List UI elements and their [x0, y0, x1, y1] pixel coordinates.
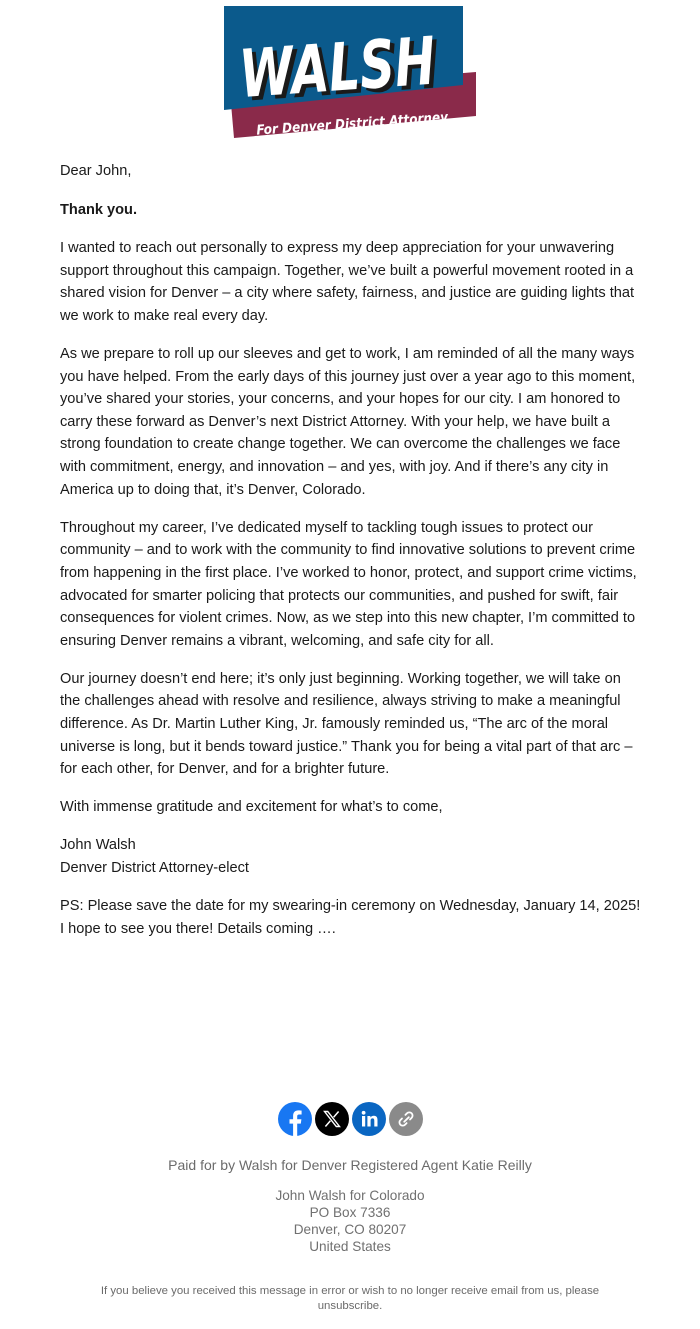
paragraph-journey: Our journey doesn’t end here; it’s only just beginning. Working together, we will take on the challenges ahead with resolve and resilience, always striving to make a meaningful difference. As Dr. Martin Luther King, Jr. famously reminded us, “The arc of the moral universe is long, but it bends toward justice.” Thank you for being a vital part of that arc – for each other, for Denver, and for a brighter future. — [60, 670, 633, 778]
paragraph-ways-helped: As we prepare to roll up our sleeves and get to work, I am reminded of all the many ways you have helped. From the early days of this journey just over a year ago to this moment, you’ve shared your stories, your concerns, and your hopes for our city. I am honored to carry these forward as Denver’s next District Attorney. With your help, we have built a strong foundation to create change together. We can overcome the challenges we face with commitment, energy, and innovation – and yes, with joy. And if there’s any city in America up to doing that, it’s Denver, Colorado. — [60, 346, 636, 498]
facebook-icon[interactable] — [278, 1102, 312, 1136]
logo-tagline: For Denver District Attorney — [255, 107, 472, 139]
closing-line: With immense gratitude and excitement for what’s to come, — [60, 799, 443, 816]
signature-name: John Walsh — [60, 837, 136, 854]
greeting: Dear John, — [60, 163, 132, 179]
address-country: United States — [309, 1239, 391, 1254]
x-icon[interactable] — [315, 1102, 349, 1136]
paragraph-career: Throughout my career, I’ve dedicated myself to tackling tough issues to protect our community – and to work with the community to find innovative solutions to prevent crime from happening in the first place. I’ve worked to honor, protect, and support crime victims, advocated for smarter policing that protects our communities, and pushed for swift, fair consequences for violent crimes. Now, as we step into this new chapter, I’m committed to ensuring Denver remains a vibrant, welcoming, and safe city for all. — [60, 519, 637, 649]
signature — [60, 834, 642, 879]
thank-you-heading: Thank you. — [60, 201, 138, 218]
mailing-address — [0, 1187, 700, 1255]
unsubscribe-link[interactable]: unsubscribe. — [317, 1300, 383, 1312]
social-links — [0, 1102, 700, 1136]
walsh-logo-graphic — [222, 6, 478, 140]
paid-for-disclaimer: Paid for by Walsh for Denver Registered Agent Katie Reilly — [168, 1157, 532, 1173]
signature-title: Denver District Attorney-elect — [60, 859, 249, 876]
unsubscribe-text: If you believe you received this message in error or wish to no longer receive email from us, please — [100, 1285, 600, 1297]
link-icon[interactable] — [389, 1102, 423, 1136]
letter-body — [60, 160, 642, 956]
address-box: PO Box 7336 — [309, 1205, 391, 1220]
logo-name-shadow: WALSH — [241, 21, 478, 117]
campaign-logo — [222, 6, 478, 140]
paragraph-appreciation: I wanted to reach out personally to express my deep appreciation for your unwavering support throughout this campaign. Together, we’ve built a powerful movement rooted in a shared vision for Denver – a city where safety, fairness, and justice are guiding lights that we work to make real every day. — [60, 240, 635, 324]
linkedin-icon[interactable] — [352, 1102, 386, 1136]
logo-name: WALSH — [236, 17, 478, 114]
address-city: Denver, CO 80207 — [293, 1222, 407, 1237]
postscript: PS: Please save the date for my swearing-in ceremony on Wednesday, January 14, 2025! I hope to see you there! Details coming …. — [60, 898, 641, 937]
unsubscribe-notice — [80, 1284, 620, 1314]
address-org: John Walsh for Colorado — [275, 1188, 425, 1203]
